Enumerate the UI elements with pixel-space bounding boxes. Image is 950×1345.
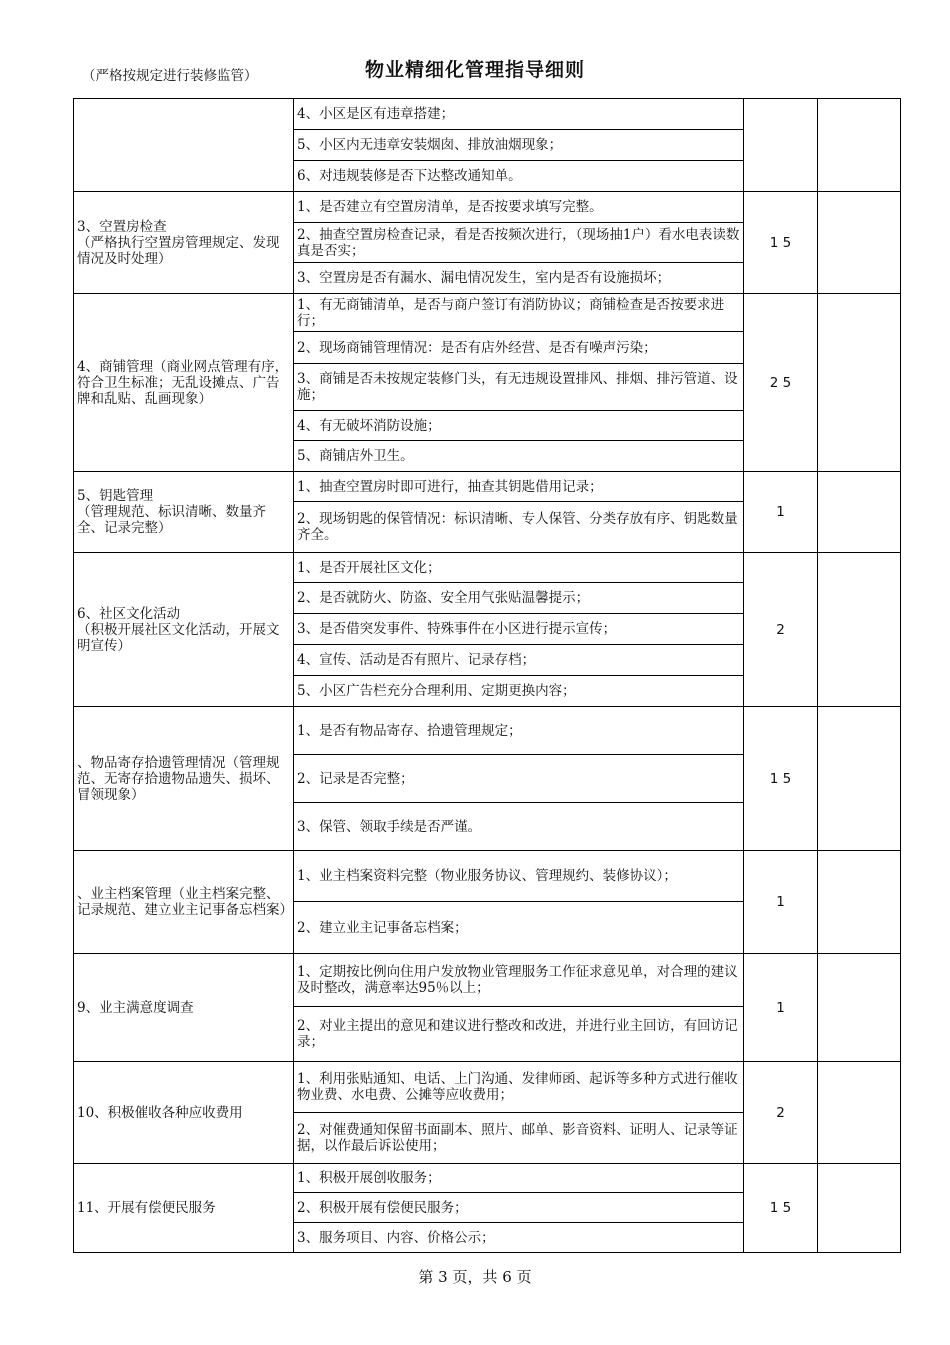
page-title: 物业精细化管理指导细则: [365, 59, 586, 81]
table-row: [74, 553, 901, 583]
score-cell: 1: [744, 472, 818, 553]
item-cell: 4、有无破坏消防设施；: [294, 411, 744, 441]
item-cell: 1、是否有物品寄存、拾遗管理规定；: [294, 707, 744, 755]
item-cell: 6、对违规装修是否下达整改通知单。: [294, 161, 744, 192]
item-cell: 3、商铺是否未按规定装修门头，有无违规设置排风、排烟、排污管道、设施；: [294, 364, 744, 411]
item-cell: 1、利用张贴通知、电话、上门沟通、发律师函、起诉等多种方式进行催收物业费、水电费、公摊等应收费用；: [294, 1062, 744, 1113]
table-row: [74, 1164, 901, 1193]
score-cell: 1 5: [744, 1164, 818, 1253]
category-cell: 9、业主满意度调查: [74, 954, 294, 1062]
score-cell: [744, 99, 818, 192]
score-cell: 2: [744, 1062, 818, 1164]
item-cell: 1、积极开展创收服务；: [294, 1164, 744, 1193]
item-cell: 1、有无商铺清单，是否与商户签订有消防协议；商铺检查是否按要求进行；: [294, 294, 744, 332]
category-cell: 10、积极催收各种应收费用: [74, 1062, 294, 1164]
table-row: [74, 192, 901, 223]
remark-cell: [818, 851, 901, 954]
item-cell: 1、抽查空置房时即可进行，抽查其钥匙借用记录；: [294, 472, 744, 502]
item-cell: 4、小区是区有违章搭建；: [294, 99, 744, 130]
page-footer: 第 3 页，共 6 页: [418, 1268, 532, 1286]
category-cell: 6、社区文化活动 （积极开展社区文化活动，开展文明宣传）: [74, 553, 294, 707]
item-cell: 3、是否借突发事件、特殊事件在小区进行提示宣传；: [294, 614, 744, 645]
category-cell: 11、开展有偿便民服务: [74, 1164, 294, 1253]
category-cell: [74, 99, 294, 192]
table-row: [74, 472, 901, 502]
item-cell: 2、对业主提出的意见和建议进行整改和改进，并进行业主回访，有回访记录；: [294, 1007, 744, 1062]
remark-cell: [818, 1062, 901, 1164]
item-cell: 1、是否开展社区文化；: [294, 553, 744, 583]
table-row: [74, 1062, 901, 1113]
item-cell: 2、是否就防火、防盗、安全用气张贴温馨提示；: [294, 583, 744, 614]
item-cell: 2、现场钥匙的保管情况：标识清晰、专人保管、分类存放有序、钥匙数量齐全。: [294, 502, 744, 553]
score-cell: 1 5: [744, 707, 818, 851]
score-cell: 1 5: [744, 192, 818, 294]
item-cell: 2、现场商铺管理情况：是否有店外经营、是否有噪声污染；: [294, 332, 744, 364]
item-cell: 3、空置房是否有漏水、漏电情况发生，室内是否有设施损坏；: [294, 263, 744, 294]
item-cell: 1、定期按比例向住用户发放物业管理服务工作征求意见单，对合理的建议及时整改，满意率达95％以上；: [294, 954, 744, 1007]
item-cell: 2、积极开展有偿便民服务；: [294, 1193, 744, 1223]
item-cell: 1、业主档案资料完整（物业服务协议、管理规约、装修协议）；: [294, 851, 744, 902]
item-cell: 5、商铺店外卫生。: [294, 441, 744, 472]
table-row: [74, 99, 901, 130]
item-cell: 5、小区广告栏充分合理利用、定期更换内容；: [294, 676, 744, 707]
item-cell: 1、是否建立有空置房清单，是否按要求填写完整。: [294, 192, 744, 223]
item-cell: 3、保管、领取手续是否严谨。: [294, 803, 744, 851]
item-cell: 5、小区内无违章安装烟囱、排放油烟现象；: [294, 130, 744, 161]
table-row: [74, 707, 901, 755]
remark-cell: [818, 954, 901, 1062]
remark-cell: [818, 192, 901, 294]
category-cell: 、业主档案管理（业主档案完整、记录规范、建立业主记事备忘档案）: [74, 851, 294, 954]
category-cell: 3、空置房检查 （严格执行空置房管理规定、发现情况及时处理）: [74, 192, 294, 294]
remark-cell: [818, 553, 901, 707]
category-cell: 4、商铺管理（商业网点管理有序，符合卫生标准；无乱设摊点、广告牌和乱贴、乱画现象）: [74, 294, 294, 472]
category-cell: 5、钥匙管理 （管理规范、标识清晰、数量齐全、记录完整）: [74, 472, 294, 553]
score-cell: 1: [744, 954, 818, 1062]
item-cell: 2、抽查空置房检查记录，看是否按频次进行，（现场抽1户）看水电表读数真是否实；: [294, 223, 744, 263]
score-cell: 2 5: [744, 294, 818, 472]
table-row: [74, 851, 901, 902]
item-cell: 2、记录是否完整；: [294, 755, 744, 803]
score-cell: 1: [744, 851, 818, 954]
remark-cell: [818, 707, 901, 851]
item-cell: 2、对催费通知保留书面副本、照片、邮单、影音资料、证明人、记录等证据，以作最后诉讼使用；: [294, 1113, 744, 1164]
category-cell: 、物品寄存拾遗管理情况（管理规范、无寄存拾遗物品遗失、损坏、冒领现象）: [74, 707, 294, 851]
table-row: [74, 294, 901, 332]
item-cell: 3、服务项目、内容、价格公示；: [294, 1223, 744, 1253]
item-cell: 4、宣传、活动是否有照片、记录存档；: [294, 645, 744, 676]
score-cell: 2: [744, 553, 818, 707]
item-cell: 2、建立业主记事备忘档案；: [294, 902, 744, 954]
remark-cell: [818, 294, 901, 472]
header-note: （严格按规定进行装修监管）: [82, 68, 258, 84]
remark-cell: [818, 99, 901, 192]
remark-cell: [818, 1164, 901, 1253]
remark-cell: [818, 472, 901, 553]
table-row: [74, 954, 901, 1007]
guideline-table: [73, 98, 901, 1253]
